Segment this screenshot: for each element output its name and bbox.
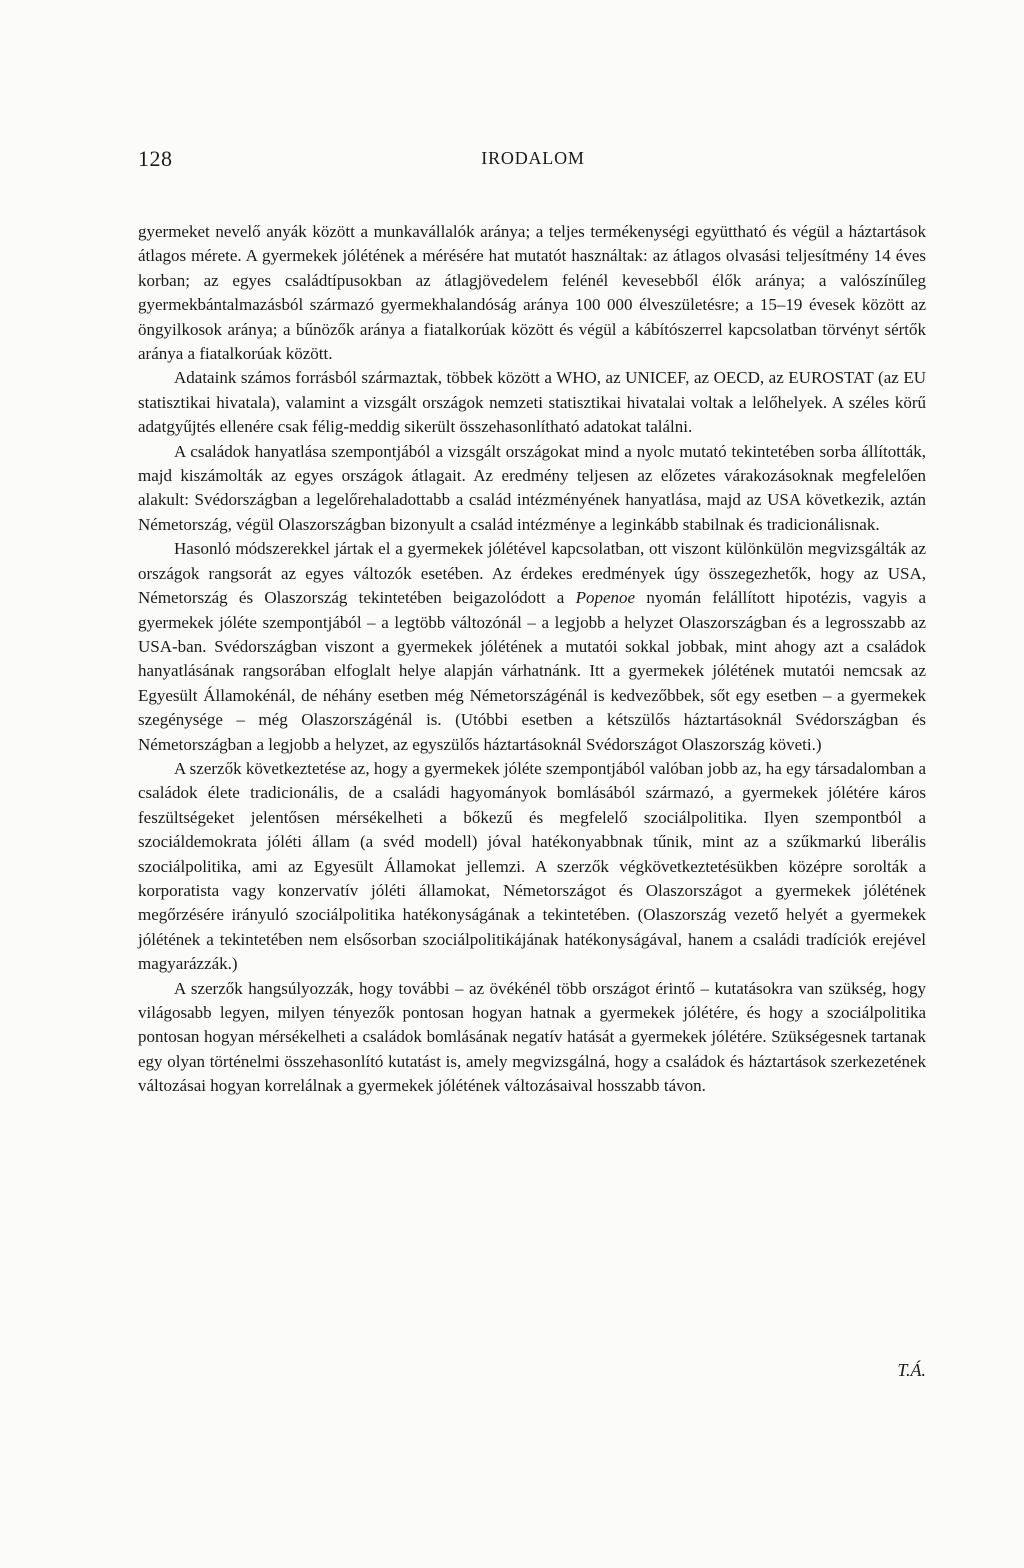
page-number: 128 — [138, 146, 173, 171]
paragraph-4-part-1: Hasonló módszerekkel jártak el a gyermekek jólétével kapcsolatban, ott viszont különkülön megvizsgálták az országok rangsorát az egyes változók esetében. Az érdekes eredmények úgy összegezhetők, hogy az USA, Németország és Olaszország tekintetében beigazolódott a — [138, 539, 926, 608]
section-title: IRODALOM — [481, 148, 585, 168]
paragraph-6: A szerzők hangsúlyozzák, hogy további – az övékénél több országot érintő – kutatásokra van szükség, hogy világosabb legyen, milyen tényezők pontosan hogyan hatnak a gyermekek jólétére, és hogy a szociálpolitika pontosan hogyan mérsékelheti a családok bomlásának negatív hatását a gyermekek jólétére. Szükségesnek tartanak egy olyan történelmi összehasonlító kutatást is, amely megvizsgálná, hogy a családok és háztartások szerkezetének változásai hogyan korrelálnak a gyermekek jólétének változásaival hosszabb távon. — [138, 978, 926, 1096]
paragraph-2: Adataink számos forrásból származtak, többek között a WHO, az UNICEF, az OECD, az EUROSTAT (az EU statisztikai hivatala), valamint a vizsgált országok nemzeti statisztikai hivatalai voltak a lelőhelyek. A széles körű adatgyűjtés ellenére csak félig-meddig sikerült összehasonlítható adatokat találni. — [138, 368, 926, 437]
paragraph-1: gyermeket nevelő anyák között a munkavállalók aránya; a teljes termékenységi együttható és végül a háztartások átlagos mérete. A gyermekek jólétének a mérésére hat mutatót használtak: az átlagos olvasási teljesítmény 14 éves korban; az egyes családtípusokban az átlagjövedelem felénél kevesebből élők aránya; a valószínűleg gyermekbántalmazásból származó gyermekhalandóság aránya 100 000 élveszületésre; a 15–19 évesek között az öngyilkosok aránya; a bűnözők aránya a fiatalkorúak között és végül a kábítószerrel kapcsolatban törvényt sértők aránya a fiatalkorúak között. — [138, 222, 926, 364]
paragraph-5: A szerzők következtetése az, hogy a gyermekek jóléte szempontjából valóban jobb az, ha egy társadalomban a családok élete tradicionális, de a családi hagyományok bomlásából származó, a gyermekek jólétére káros feszültségeket jelentősen mérsékelheti a bőkezű és megfelelő szociálpolitika. Ilyen szempontból a szociáldemokrata jóléti állam (a svéd modell) jóval hatékonyabbnak tűnik, mint az a szűkmarkú liberális szociálpolitika, ami az Egyesült Államokat jellemzi. A szerzők végkövetkeztetésükben középre sorolták a korporatista vagy konzervatív jóléti államokat, Németországot és Olaszországot a gyermekek jólétének megőrzésére irányuló szociálpolitika hatékonyságának a tekintetében. (Olaszország vezető helyét a gyermekek jólétének a tekintetében nem elsősorban szociálpolitikájának hatékonyságával, hanem a családi tradíciók erejével magyarázzák.) — [138, 758, 926, 974]
author-signature: T.Á. — [897, 1360, 926, 1380]
running-header — [138, 146, 928, 176]
author-name-emphasis: Popenoe — [575, 588, 636, 608]
paragraph-3: A családok hanyatlása szempontjából a vizsgált országokat mind a nyolc mutató tekintetében sorba állították, majd kiszámolták az egyes országok átlagait. Az eredmény teljesen az előzetes várakozásoknak megfelelően alakult: Svédországban a legelőrehaladottabb a család intézményének hanyatlása, majd az USA következik, aztán Németország, végül Olaszországban bizonyult a család intézménye a leginkább stabilnak és tradicionálisnak. — [138, 441, 926, 534]
paragraph-4-part-2: nyomán felállított hipotézis, vagyis a gyermekek jóléte szempontjából – a legtöbb változónál – a legjobb a helyzet Olaszországban és a legrosszabb az USA-ban. Svédországban viszont a gyermekek jólétének a mutatói sokkal jobbak, mint ahogy azt a családok hanyatlásának rangsorában elfoglalt helye alapján várhatnánk. Itt a gyermekek jólétének mutatói nemcsak az Egyesült Államokénál, de néhány esetben még Németországénál is kedvezőbbek, sőt egy esetben – a gyermekek szegénysége – még Olaszországénál is. (Utóbbi esetben a kétszülős háztartásoknál Svédországban és Németországban a legjobb a helyzet, az egyszülős háztartásoknál Svédországot Olaszország követi.) — [138, 588, 926, 754]
body-text — [138, 220, 926, 1099]
paragraph-4 — [138, 537, 926, 757]
